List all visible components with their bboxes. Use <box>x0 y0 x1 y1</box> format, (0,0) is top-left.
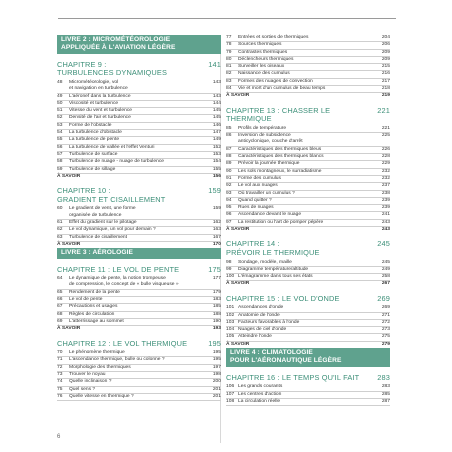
entry-title: Le vol de pente <box>69 297 103 303</box>
entry-title: Quand quitter ? <box>238 197 272 203</box>
toc-entry <box>226 313 390 320</box>
a-savoir-page: 279 <box>381 341 390 347</box>
entry-number: 66 <box>57 297 63 303</box>
entry-number: 54 <box>57 130 63 136</box>
toc-entry <box>57 387 221 394</box>
a-savoir-entry <box>226 281 390 287</box>
entry-number: 88 <box>226 154 232 160</box>
entry-page: 285 <box>381 391 390 397</box>
entry-page: 147 <box>212 130 221 136</box>
entry-number: 76 <box>57 393 63 399</box>
chapter-title-line: TURBULENCES DYNAMIQUES <box>57 68 168 78</box>
entry-title: Vitesse du vent et turbulence <box>69 108 132 114</box>
entry-number: 95 <box>226 205 232 211</box>
entry-number: 79 <box>226 49 232 55</box>
a-savoir-label: À SAVOIR <box>226 281 250 287</box>
toc-entry <box>226 169 390 176</box>
chapter-heading <box>57 266 221 275</box>
entry-number: 50 <box>57 100 63 106</box>
chapter-page: 245 <box>377 239 390 249</box>
entry-number: 92 <box>226 183 232 189</box>
entry-number: 94 <box>226 197 232 203</box>
entry-page: 229 <box>381 161 390 167</box>
entry-number: 80 <box>226 56 232 62</box>
chapter-page: 175 <box>208 264 221 274</box>
a-savoir-label: À SAVOIR <box>57 241 81 247</box>
toc-entry <box>226 260 390 267</box>
entry-page: 275 <box>381 334 390 340</box>
entry-number: 59 <box>57 166 63 172</box>
entry-number: 56 <box>57 144 63 150</box>
entry-page: 271 <box>381 312 390 318</box>
entry-number: 82 <box>226 71 232 77</box>
toc-entry <box>226 191 390 198</box>
toc-entry <box>57 115 221 122</box>
entry-title: Les sols montagneux, le surradiatisme <box>238 168 322 174</box>
livre-heading <box>226 348 390 367</box>
chapter-title-line: CHAPITRE 15 : LE VOL D'ONDE <box>226 293 340 303</box>
entry-title: La restitution ou l'art de pomper pépère <box>238 219 324 225</box>
entry-page: 217 <box>381 78 390 84</box>
entry-page: 249 <box>381 266 390 272</box>
entry-page: 209 <box>381 49 390 55</box>
chapter-page: 141 <box>208 59 221 69</box>
entry-title: Vie et mort d'un cumulus de beau temps <box>238 86 326 92</box>
toc-entry <box>57 206 221 220</box>
entry-page: 232 <box>381 175 390 181</box>
chapter-title <box>57 187 165 204</box>
entry-page: 185 <box>212 304 221 310</box>
entry-number: 48 <box>57 80 63 85</box>
entry-page: 239 <box>381 205 390 211</box>
entry-number: 60 <box>57 206 63 212</box>
livre-heading-line: APPLIQUÉE À L'AVIATION LÉGÈRE <box>61 44 176 52</box>
entry-title: L'ascendance thermique, bulle ou colonne ? <box>69 357 165 363</box>
entry-number: 105 <box>226 334 235 340</box>
entry-title: Turbulence de cisaillement <box>69 234 127 240</box>
entry-page: 239 <box>381 197 390 203</box>
entry-title: Ascendance devant le nuage <box>238 212 302 218</box>
entry-page: 241 <box>381 212 390 218</box>
entry-title: Quel sens ? <box>69 386 96 392</box>
toc-entry <box>57 235 221 242</box>
toc-entry <box>57 145 221 152</box>
entry-number: 61 <box>57 219 63 225</box>
toc-entry <box>226 392 390 399</box>
entry-number: 65 <box>57 289 63 295</box>
chapter-title-line: CHAPITRE 13 : CHASSER LE THERMIQUE <box>226 105 331 124</box>
chapter-title-line: CHAPITRE 10 : <box>57 186 111 196</box>
a-savoir-label: À SAVOIR <box>57 173 81 179</box>
entry-title: Le vol dynamique, un vol pour demain ? <box>69 227 156 233</box>
chapter-title <box>226 240 320 257</box>
toc-entry <box>57 123 221 130</box>
entry-title: L'atterrissage au sommet <box>69 318 124 324</box>
entry-page: 167 <box>212 234 221 240</box>
toc-entry <box>226 50 390 57</box>
chapter-page: 221 <box>377 105 390 115</box>
entry-page: 149 <box>212 137 221 143</box>
livre-heading-line: LIVRE 3 : AÉROLOGIE <box>61 249 133 257</box>
entry-title: Viscosité et turbulence <box>69 100 119 106</box>
entry-page: 226 <box>381 146 390 152</box>
entry-title: Forme des cumulus <box>238 175 281 181</box>
entry-title: La turbulence de pente <box>69 137 120 143</box>
entry-page: 243 <box>381 219 390 225</box>
entry-page: 245 <box>381 259 390 265</box>
entry-page: 195 <box>212 350 221 356</box>
entry-title: Inversion de subsidence anticyclonique, couche d'arrêt <box>238 133 303 145</box>
entry-page: 195 <box>212 357 221 363</box>
entry-title: Profils de température <box>238 125 287 131</box>
entry-page: 232 <box>381 168 390 174</box>
entry-page: 201 <box>212 393 221 399</box>
entry-page: 145 <box>212 108 221 114</box>
entry-page: 258 <box>381 274 390 280</box>
entry-page: 163 <box>212 227 221 233</box>
a-savoir-page: 267 <box>381 281 390 287</box>
entry-number: 103 <box>226 319 235 325</box>
toc-entry <box>226 71 390 78</box>
entry-number: 75 <box>57 386 63 392</box>
entry-number: 91 <box>226 175 232 181</box>
entry-number: 100 <box>226 274 235 280</box>
livre-heading-line: POUR L'AÉRONAUTIQUE LÉGÈRE <box>230 357 342 365</box>
toc-entry <box>226 183 390 190</box>
entry-number: 58 <box>57 159 63 165</box>
chapter-heading <box>226 240 390 257</box>
entry-number: 84 <box>226 86 232 92</box>
toc-entry <box>226 274 390 281</box>
toc-entry <box>57 379 221 386</box>
entry-number: 49 <box>57 93 63 99</box>
entry-page: 188 <box>212 311 221 317</box>
entry-title: Le phénomène thermique <box>69 350 125 356</box>
a-savoir-entry <box>226 342 390 348</box>
a-savoir-page: 156 <box>212 173 221 179</box>
toc-entry <box>57 304 221 311</box>
toc-entry <box>57 394 221 401</box>
a-savoir-label: À SAVOIR <box>57 326 81 332</box>
entry-title: Anatomie de l'onde <box>238 312 280 318</box>
entry-page: 209 <box>381 56 390 62</box>
toc-entry <box>57 290 221 297</box>
entry-title: Prévoir la journée thermique <box>238 161 300 167</box>
toc-right-column <box>226 35 390 406</box>
entry-page: 225 <box>381 133 390 139</box>
chapter-title-line: CHAPITRE 14 : <box>226 239 280 249</box>
entry-title: Densité de l'air et turbulence <box>69 115 131 121</box>
chapter-title <box>226 107 377 124</box>
entry-title: La turbulence d'obstacle <box>69 130 122 136</box>
chapter-title-line: CHAPITRE 9 : <box>57 59 107 69</box>
entry-title: Effet du gradient sur le pilotage <box>69 219 137 225</box>
entry-page: 221 <box>381 125 390 131</box>
entry-page: 183 <box>212 297 221 303</box>
chapter-title-line: GRADIENT ET CISAILLEMENT <box>57 194 166 204</box>
toc-entry <box>226 399 390 406</box>
toc-entry <box>57 80 221 94</box>
a-savoir-entry <box>226 93 390 99</box>
entry-title: Entrées et sorties de thermiques <box>238 35 309 40</box>
chapter-heading <box>57 61 221 78</box>
toc-entry <box>57 137 221 144</box>
chapter-page: 159 <box>208 186 221 196</box>
entry-page: 146 <box>212 122 221 128</box>
entry-number: 64 <box>57 276 63 282</box>
entry-number: 63 <box>57 234 63 240</box>
entry-number: 68 <box>57 311 63 317</box>
entry-page: 159 <box>212 206 221 212</box>
entry-number: 52 <box>57 115 63 121</box>
chapter-title <box>226 295 340 304</box>
entry-number: 81 <box>226 64 232 70</box>
toc-entry <box>226 147 390 154</box>
entry-page: 272 <box>381 319 390 325</box>
livre-heading <box>57 248 221 258</box>
chapter-title-line: CHAPITRE 11 : LE VOL DE PENTE <box>57 264 180 274</box>
entry-number: 98 <box>226 259 232 265</box>
toc-entry <box>226 305 390 312</box>
livre-heading <box>57 35 221 54</box>
entry-page: 145 <box>212 115 221 121</box>
a-savoir-entry <box>226 227 390 233</box>
entry-number: 77 <box>226 35 232 40</box>
entry-page: 200 <box>212 379 221 385</box>
entry-number: 104 <box>226 327 235 333</box>
entry-page: 269 <box>381 305 390 311</box>
entry-number: 90 <box>226 168 232 174</box>
entry-title: Caractéristiques des thermiques blancs <box>238 154 324 160</box>
entry-title: Micrométéorologie, vol et navigation en turbulence <box>69 80 128 92</box>
entry-number: 51 <box>57 108 63 114</box>
entry-number: 101 <box>226 305 235 311</box>
entry-page: 201 <box>212 386 221 392</box>
entry-title: Formes des nuages de convection <box>238 78 313 84</box>
entry-number: 106 <box>226 384 235 390</box>
entry-page: 238 <box>381 190 390 196</box>
entry-title: Le gradient de vent, une forme organisée de turbulence <box>69 206 136 218</box>
entry-page: 218 <box>381 86 390 92</box>
entry-title: Forme de l'obstacle <box>69 122 112 128</box>
entry-number: 83 <box>226 78 232 84</box>
entry-title: Sondage, modèle, maille <box>238 259 292 265</box>
a-savoir-entry <box>57 174 221 180</box>
chapter-page: 269 <box>377 293 390 303</box>
entry-page: 273 <box>381 327 390 333</box>
chapter-heading <box>226 295 390 304</box>
entry-title: Surveiller les oiseaux <box>238 64 285 70</box>
entry-page: 177 <box>212 276 221 282</box>
entry-number: 107 <box>226 391 235 397</box>
entry-number: 97 <box>226 219 232 225</box>
toc-entry <box>57 319 221 326</box>
a-savoir-entry <box>57 242 221 248</box>
entry-page: 152 <box>212 144 221 150</box>
livre-heading-line: LIVRE 2 : MICROMÉTÉOROLOGIE <box>61 36 171 43</box>
entry-number: 85 <box>226 125 232 131</box>
entry-title: Naissance des cumulus <box>238 71 290 77</box>
entry-number: 99 <box>226 266 232 272</box>
entry-title: Les grands courants <box>238 384 283 390</box>
entry-number: 96 <box>226 212 232 218</box>
chapter-heading <box>57 340 221 349</box>
entry-title: Les centres d'action <box>238 391 282 397</box>
entry-number: 62 <box>57 227 63 233</box>
toc-entry <box>57 312 221 319</box>
entry-title: Facteurs favorables à l'onde <box>238 319 300 325</box>
entry-title: Sources thermiques <box>238 42 282 48</box>
toc-entry <box>226 267 390 274</box>
toc-entry <box>57 167 221 174</box>
toc-entry <box>226 86 390 93</box>
entry-page: 228 <box>381 154 390 160</box>
a-savoir-label: À SAVOIR <box>226 227 250 233</box>
toc-entry <box>226 133 390 147</box>
entry-page: 237 <box>381 183 390 189</box>
entry-title: Rues de nuages <box>238 205 274 211</box>
toc-entry <box>57 365 221 372</box>
entry-title: Nuages de ciel d'onde <box>238 327 287 333</box>
entry-page: 190 <box>212 318 221 324</box>
entry-number: 87 <box>226 146 232 152</box>
entry-page: 143 <box>212 93 221 99</box>
top-rule <box>58 18 396 19</box>
entry-page: 216 <box>381 71 390 77</box>
toc-entry <box>226 334 390 341</box>
entry-page: 179 <box>212 289 221 295</box>
chapter-heading <box>226 374 390 383</box>
entry-number: 86 <box>226 133 232 139</box>
entry-number: 108 <box>226 399 235 405</box>
chapter-heading <box>226 107 390 124</box>
entry-page: 197 <box>212 364 221 370</box>
toc-entry <box>226 42 390 49</box>
entry-title: Quelle inclinaison ? <box>69 379 112 385</box>
a-savoir-page: 219 <box>381 93 390 99</box>
entry-title: Turbulence de surface <box>69 151 118 157</box>
entry-number: 55 <box>57 137 63 143</box>
toc-entry <box>226 212 390 219</box>
entry-title: Caractéristiques des thermiques bleus <box>238 146 322 152</box>
toc-entry <box>57 357 221 364</box>
entry-page: 198 <box>212 371 221 377</box>
entry-page: 153 <box>212 151 221 157</box>
entry-number: 69 <box>57 318 63 324</box>
entry-title: Le vol aux nuages <box>238 183 278 189</box>
entry-page: 206 <box>381 42 390 48</box>
entry-title: Rendement de la pente <box>69 289 120 295</box>
chapter-heading <box>57 187 221 204</box>
a-savoir-entry <box>57 326 221 332</box>
chapter-page: 283 <box>377 372 390 382</box>
entry-number: 72 <box>57 364 63 370</box>
toc-entry <box>57 159 221 166</box>
entry-number: 102 <box>226 312 235 318</box>
entry-page: 154 <box>212 159 221 165</box>
entry-page: 143 <box>212 80 221 85</box>
livre-heading-line: LIVRE 4 : CLIMATOLOGIE <box>230 349 313 357</box>
entry-title: Atteindre l'onde <box>238 334 272 340</box>
toc-left-column <box>57 35 221 401</box>
entry-page: 162 <box>212 219 221 225</box>
entry-number: 67 <box>57 304 63 310</box>
entry-title: Quelle vitesse en thermique ? <box>69 393 134 399</box>
toc-entry <box>226 384 390 391</box>
entry-title: L'émagramme dans tous ses états <box>238 274 313 280</box>
entry-number: 57 <box>57 151 63 157</box>
entry-page: 283 <box>381 384 390 390</box>
entry-title: Précautions et usages <box>69 304 118 310</box>
entry-title: L'aéronef dans la turbulence <box>69 93 131 99</box>
entry-title: Contrastes thermiques <box>238 49 288 55</box>
entry-page: 144 <box>212 100 221 106</box>
entry-number: 78 <box>226 42 232 48</box>
entry-page: 155 <box>212 166 221 172</box>
entry-number: 53 <box>57 122 63 128</box>
entry-page: 204 <box>381 35 390 40</box>
entry-title: La circulation réelle <box>238 399 281 405</box>
toc-entry <box>226 220 390 227</box>
entry-title: Turbulence de nuage - nuage de turbulence <box>69 159 164 165</box>
chapter-title-line: CHAPITRE 12 : LE VOL THERMIQUE <box>57 338 188 348</box>
toc-entry <box>57 94 221 101</box>
chapter-title <box>226 374 359 383</box>
chapter-title <box>57 61 167 78</box>
chapter-title <box>57 340 187 349</box>
entry-number: 73 <box>57 371 63 377</box>
toc-entry <box>57 227 221 234</box>
entry-title: Où travailler un cumulus ? <box>238 190 295 196</box>
chapter-title-line: PRÉVOIR LE THERMIQUE <box>226 247 320 257</box>
a-savoir-label: À SAVOIR <box>226 93 250 99</box>
a-savoir-page: 193 <box>212 326 221 332</box>
entry-number: 71 <box>57 357 63 363</box>
toc-entry <box>226 161 390 168</box>
entry-title: Diagramme température/altitude <box>238 266 309 272</box>
chapter-page: 195 <box>208 338 221 348</box>
entry-title: Déclencheurs thermiques <box>238 56 294 62</box>
a-savoir-page: 170 <box>212 241 221 247</box>
entry-title: Ascendances d'onde <box>238 305 284 311</box>
chapter-title <box>57 266 179 275</box>
page-number: 6 <box>57 434 61 440</box>
entry-number: 74 <box>57 379 63 385</box>
a-savoir-label: À SAVOIR <box>226 341 250 347</box>
entry-title: La turbulence de vallée et l'effet Venturi <box>69 144 155 150</box>
entry-number: 89 <box>226 161 232 167</box>
toc-entry <box>57 276 221 290</box>
entry-number: 93 <box>226 190 232 196</box>
entry-title: Le dynamique de pente, la notion trompeuse de compression, le concept de « bulle visqueuse » <box>69 276 179 288</box>
entry-number: 70 <box>57 350 63 356</box>
entry-title: Trouver le noyau <box>69 371 106 377</box>
entry-title: Règles de circulation <box>69 311 115 317</box>
toc-entry <box>226 79 390 86</box>
entry-page: 215 <box>381 64 390 70</box>
a-savoir-page: 243 <box>381 227 390 233</box>
chapter-title-line: CHAPITRE 16 : LE TEMPS QU'IL FAIT <box>226 372 360 382</box>
entry-title: Turbulence de sillage <box>69 166 116 172</box>
entry-title: Morphologie des thermiques <box>69 364 131 370</box>
entry-page: 287 <box>381 399 390 405</box>
